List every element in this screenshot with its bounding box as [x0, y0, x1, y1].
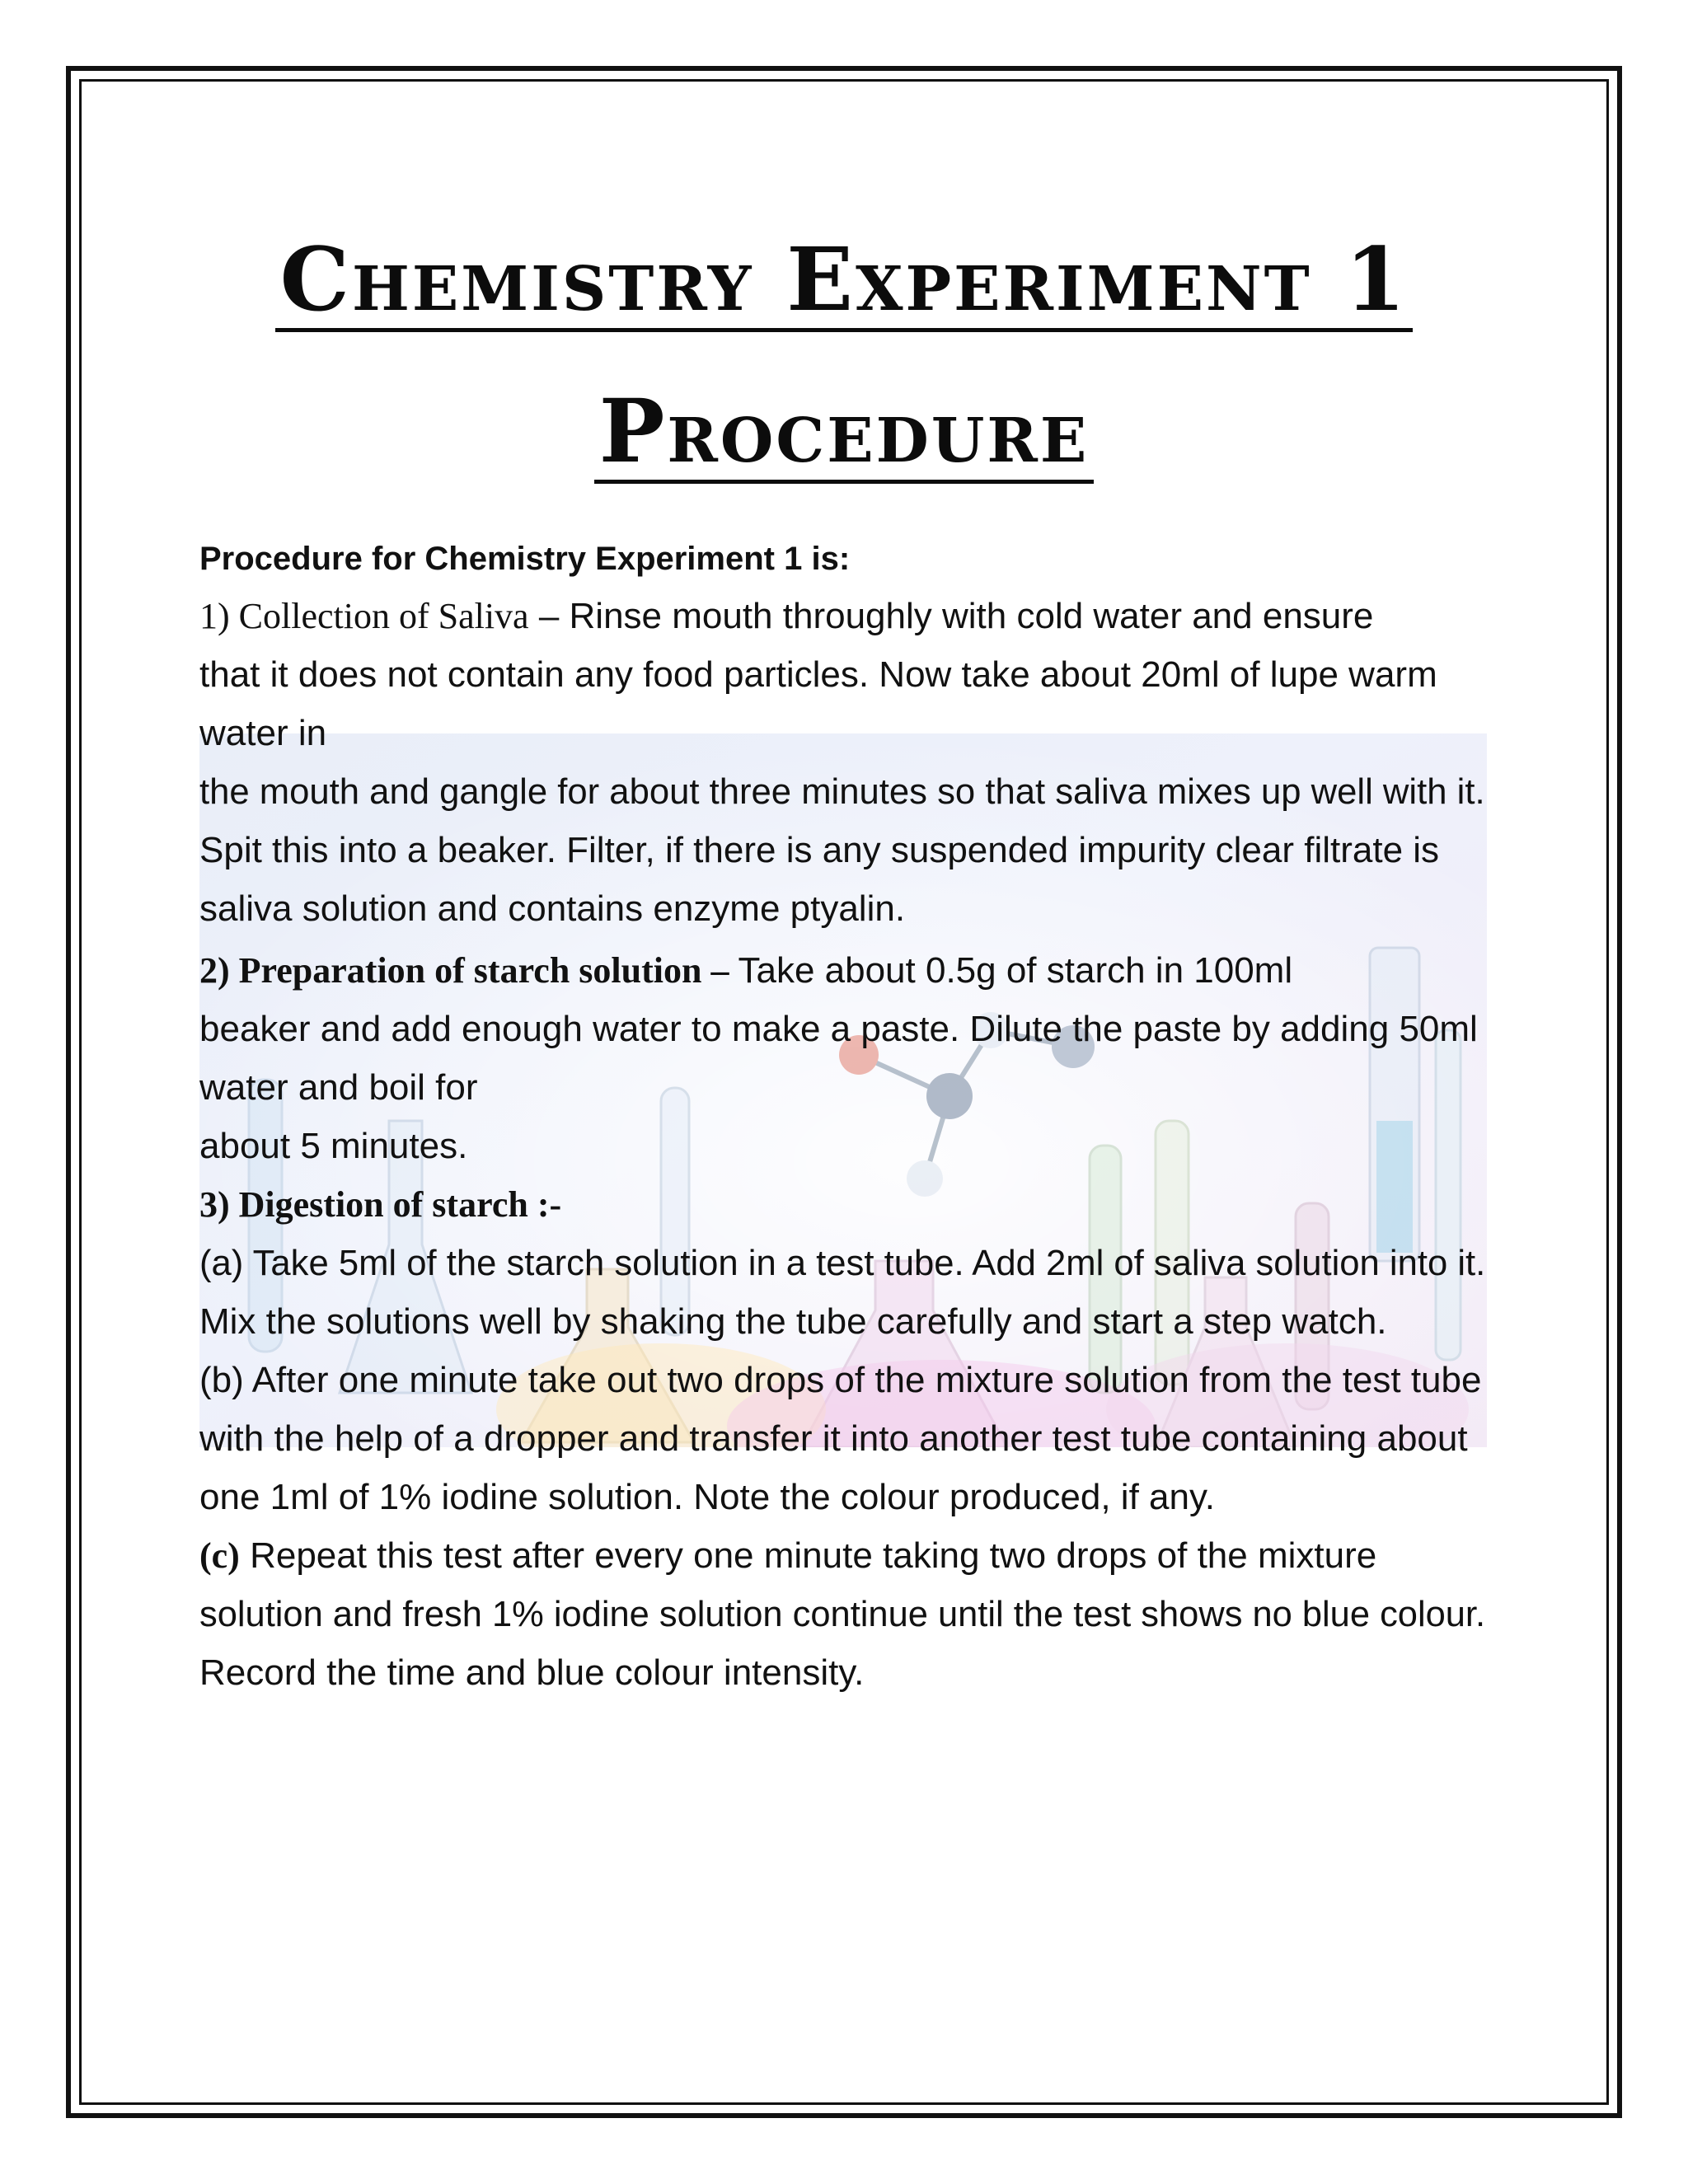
step2-line4: about 5 minutes.	[199, 1126, 468, 1166]
step3-a-line1: (a) Take 5ml of the starch solution in a test tube. Add 2ml of saliva solution into it.	[199, 1243, 1486, 1283]
step1-line6: saliva solution and contains enzyme ptyalin.	[199, 888, 906, 929]
step2-line3: water and boil for	[199, 1067, 478, 1108]
step3-c-line2: solution and fresh 1% iodine solution continue until the test shows no blue colour.	[199, 1594, 1486, 1634]
step1-line2: that it does not contain any food particles. Now take about 20ml of lupe warm	[199, 654, 1437, 695]
step2-first-line	[199, 941, 1485, 1000]
step3-a-line2: Mix the solutions well by shaking the tube carefully and start a step watch.	[199, 1301, 1387, 1342]
step3-c-first-line	[199, 1526, 1485, 1585]
step3-b-line1: (b) After one minute take out two drops of the mixture solution from the test tube	[199, 1360, 1482, 1400]
step1-line1: Rinse mouth throughly with cold water and ensure	[569, 596, 1374, 636]
step1-first-line	[199, 587, 1485, 645]
step2-dash: –	[701, 950, 738, 991]
step3-c-line3: Record the time and blue colour intensity.	[199, 1652, 865, 1693]
title-line-2	[0, 379, 1688, 484]
title-line-1	[0, 227, 1688, 332]
title-text-1: Chemistry Experiment 1	[275, 236, 1414, 332]
step2-heading: 2) Preparation of starch solution	[199, 950, 702, 991]
step1-heading: 1) Collection of Saliva	[199, 596, 529, 636]
step1-line4: the mouth and gangle for about three minutes so that saliva mixes up well with it.	[199, 771, 1485, 812]
step3-b-line2: with the help of a dropper and transfer it into another test tube containing about	[199, 1418, 1468, 1459]
step3-heading: 3) Digestion of starch :-	[199, 1184, 562, 1225]
step1-dash: –	[528, 596, 570, 636]
procedure-body	[199, 536, 1485, 1702]
title-text-2: Procedure	[594, 387, 1095, 484]
step2-line1: Take about 0.5g of starch in 100ml	[738, 950, 1293, 991]
step1-line5: Spit this into a beaker. Filter, if there is any suspended impurity clear filtrate is	[199, 830, 1440, 870]
step2-line2: beaker and add enough water to make a paste. Dilute the paste by adding 50ml	[199, 1009, 1478, 1049]
step3-b-line3: one 1ml of 1% iodine solution. Note the colour produced, if any.	[199, 1477, 1215, 1517]
step3-c-label: (c)	[199, 1535, 240, 1576]
intro-heading: Procedure for Chemistry Experiment 1 is:	[199, 541, 851, 577]
step1-line3: water in	[199, 713, 327, 753]
step3-c-line1: Repeat this test after every one minute taking two drops of the mixture	[239, 1535, 1377, 1576]
